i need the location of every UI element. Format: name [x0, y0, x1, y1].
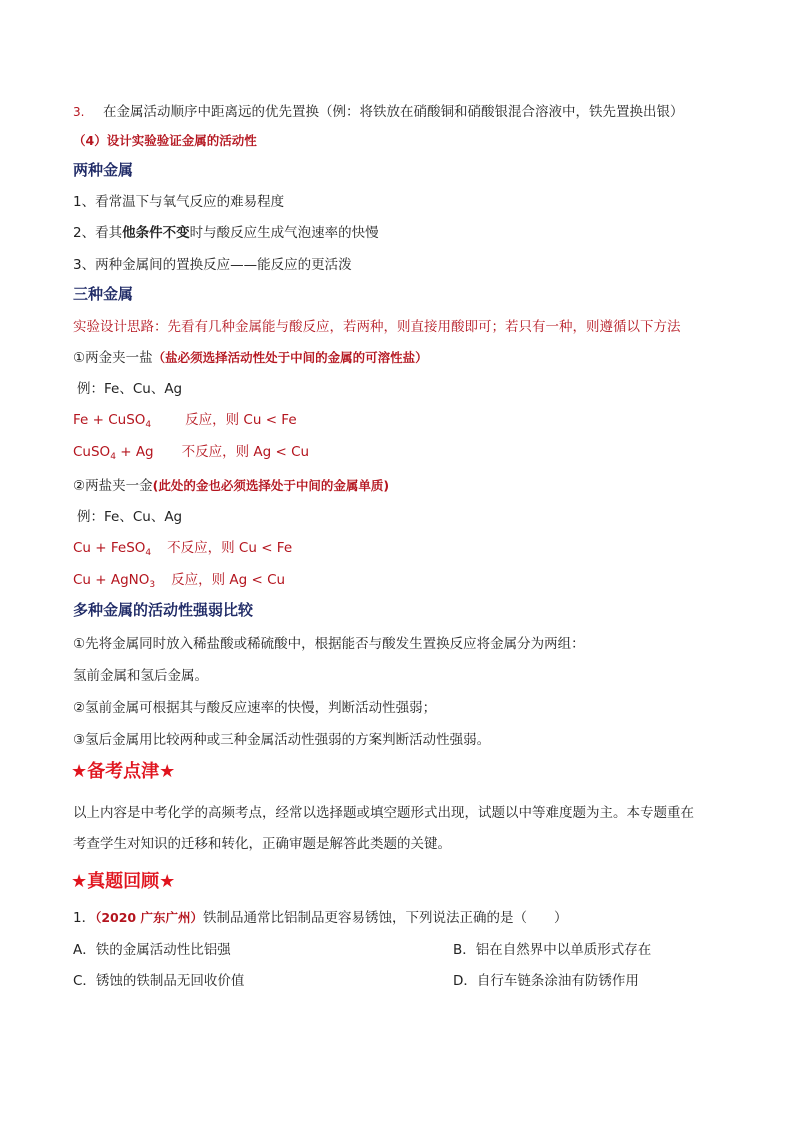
option-d: D．自行车链条涂油有防锈作用 — [453, 973, 639, 989]
two-metals-line-1: 1、看常温下与氧气反应的难易程度 — [73, 194, 285, 210]
options-row-1 — [73, 941, 723, 959]
two-metals-line-2-c: 时与酸反应生成气泡速率的快慢 — [189, 225, 379, 241]
exam-tips-heading: ★备考点津★ — [71, 761, 176, 782]
two-metals-heading: 两种金属 — [73, 161, 134, 179]
method-2 — [73, 477, 389, 495]
reaction-1 — [73, 411, 297, 431]
exam-tips-para-2: 考查学生对知识的迁移和转化，正确审题是解答此类题的关键。 — [73, 836, 451, 852]
reaction-3 — [73, 539, 292, 559]
multi-metals-line-1: ①先将金属同时放入稀盐酸或稀硫酸中，根据能否与酸发生置换反应将金属分为两组： — [73, 636, 585, 652]
reaction-1-formula: Fe + CuSO — [73, 412, 146, 428]
option-a: A．铁的金属活动性比铝强 — [73, 942, 231, 958]
exam-tips-para-1: 以上内容是中考化学的高频考点，经常以选择题或填空题形式出现，试题以中等难度题为主。本专题重在 — [73, 805, 694, 821]
review-heading: ★真题回顾★ — [71, 871, 176, 892]
example-2: 例：Fe、Cu、Ag — [77, 509, 183, 525]
question-1-text: 铁制品通常比铝制品更容易锈蚀，下列说法正确的是（ ） — [203, 910, 568, 926]
three-metals-heading: 三种金属 — [73, 285, 134, 303]
reaction-2-formula: CuSO — [73, 444, 111, 460]
method-2-note: (此处的金也必须选择处于中间的金属单质) — [152, 478, 390, 493]
reaction-2-subscript: 4 — [110, 452, 116, 462]
reaction-4-formula: Cu + AgNO — [73, 572, 150, 588]
three-metals-idea: 实验设计思路：先看有几种金属能与酸反应，若两种，则直接用酸即可；若只有一种，则遵循以下方法 — [73, 319, 681, 335]
option-b: B．铝在自然界中以单质形式存在 — [453, 942, 652, 958]
multi-metals-line-2: 氢前金属和氢后金属。 — [73, 668, 208, 684]
two-metals-line-2-a: 2、看其 — [73, 225, 123, 241]
multi-metals-heading: 多种金属的活动性强弱比较 — [73, 601, 254, 619]
item-3-number: 3. — [73, 105, 85, 119]
two-metals-line-2 — [73, 224, 379, 242]
reaction-2 — [73, 443, 309, 463]
reaction-4 — [73, 571, 285, 591]
reaction-4-result: 反应，则 Ag < Cu — [171, 572, 286, 588]
subsection-4-title: （4）设计实验验证金属的活动性 — [73, 133, 257, 148]
multi-metals-line-4: ③氢后金属用比较两种或三种金属活动性强弱的方案判断活动性强弱。 — [73, 732, 491, 748]
two-metals-line-2-emphasis: 他条件不变 — [122, 225, 190, 241]
options-row-2 — [73, 972, 723, 990]
reaction-3-subscript: 4 — [145, 548, 152, 558]
question-1-source: （2020 广东广州） — [95, 910, 203, 925]
option-c: C．锈蚀的铁制品无回收价值 — [73, 973, 245, 989]
reaction-4-subscript: 3 — [149, 580, 156, 590]
method-1-title: ①两金夹一盐 — [73, 350, 153, 366]
reaction-3-result: 不反应，则 Cu < Fe — [167, 540, 293, 556]
reaction-3-formula: Cu + FeSO — [73, 540, 146, 556]
method-1 — [73, 349, 428, 367]
reaction-1-subscript: 4 — [145, 420, 152, 430]
item-3-text: 在金属活动顺序中距离远的优先置换（例：将铁放在硝酸铜和硝酸银混合溶液中，铁先置换出银） — [103, 104, 684, 120]
reaction-2-result: 不反应，则 Ag < Cu — [181, 444, 310, 460]
question-1 — [73, 909, 568, 927]
question-1-number: 1． — [73, 910, 96, 926]
method-1-note: （盐必须选择活动性处于中间的金属的可溶性盐） — [152, 350, 428, 365]
reaction-2-reactant: + Ag — [115, 444, 154, 460]
multi-metals-line-3: ②氢前金属可根据其与酸反应速率的快慢，判断活动性强弱； — [73, 700, 437, 716]
two-metals-line-3: 3、两种金属间的置换反应——能反应的更活泼 — [73, 257, 352, 273]
example-1: 例：Fe、Cu、Ag — [77, 381, 183, 397]
method-2-title: ②两盐夹一金 — [73, 478, 153, 494]
reaction-1-result: 反应，则 Cu < Fe — [185, 412, 297, 428]
item-3 — [73, 103, 684, 121]
